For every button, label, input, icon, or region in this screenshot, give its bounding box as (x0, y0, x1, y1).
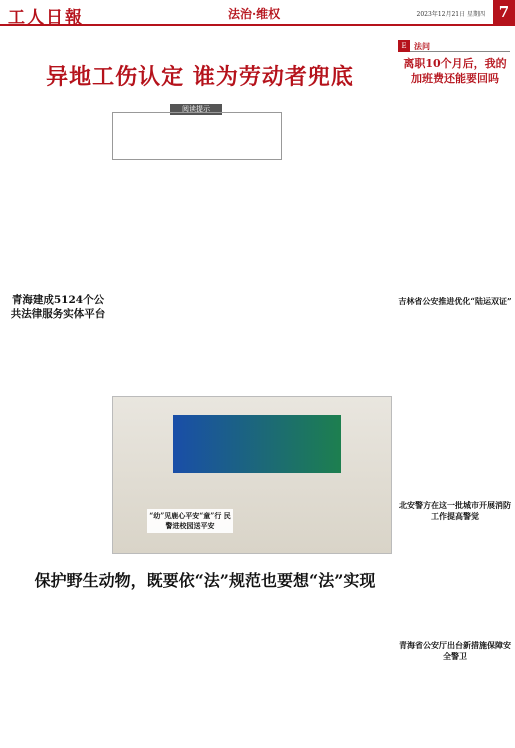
photo-caption: “幼”见鹿心平安“童”行 民警进校园送平安 (147, 509, 233, 533)
newspaper-title: 工人日報 (8, 8, 84, 28)
news-photo (112, 396, 392, 554)
side-headline-3: 青海省公安厅出台新措施保障安全警卫 (399, 640, 511, 661)
reading-tip-label: 阅读提示 (170, 104, 222, 115)
section-tag: E (398, 40, 410, 52)
lead-headline: 异地工伤认定 谁为劳动者兜底 (46, 64, 354, 90)
reading-tip-box (112, 112, 282, 160)
qa-headline: 离职10个月后，我的加班费还能要回吗 (403, 57, 507, 85)
stage-screen (173, 415, 341, 473)
section-name: 法问 (414, 41, 430, 51)
side-headline-1: 吉林省公安推进优化“陆运双证” (398, 296, 512, 306)
bottom-story-headline: 保护野生动物，既要依“法”规范也要想“法”实现 (34, 571, 376, 590)
masthead (0, 0, 515, 26)
mid-story-headline: 青海建成5124个公共法律服务实体平台 (10, 294, 106, 320)
section-title: 法治·维权 (228, 7, 281, 21)
right-column-header (398, 40, 510, 52)
page-number: 7 (493, 0, 515, 24)
issue-date: 2023年12月21日 星期四 (416, 11, 485, 18)
side-headline-2: 北安警方在这一批城市开展消防工作提高警觉 (399, 500, 511, 521)
